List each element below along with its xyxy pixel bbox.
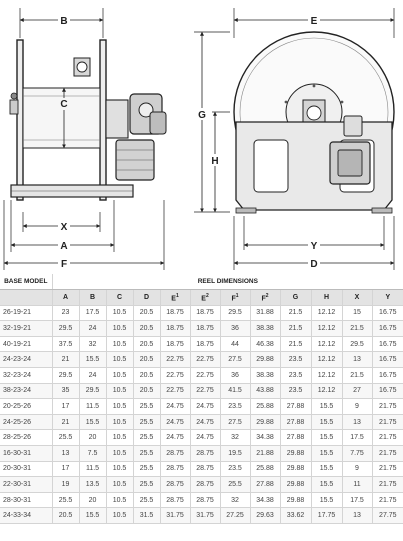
dim-label-c: C: [60, 99, 68, 110]
dimension-cell: 23.5: [280, 383, 311, 399]
dimension-cell: 10.5: [106, 461, 133, 477]
dimension-cell: 10.5: [106, 383, 133, 399]
dimension-cell: 16.75: [372, 383, 403, 399]
dimension-cell: 17.5: [342, 492, 372, 508]
dimension-cell: 10.5: [106, 399, 133, 415]
dimension-cell: 29.5: [79, 383, 106, 399]
dimension-cell: 21.5: [280, 321, 311, 337]
dimension-cell: 25.5: [52, 430, 79, 446]
model-cell: 20-30-31: [0, 461, 52, 477]
column-header-b: B: [79, 290, 106, 306]
table-row: [0, 430, 403, 446]
dimension-cell: 21.75: [372, 492, 403, 508]
dimension-cell: 29.5: [52, 368, 79, 384]
dimension-cell: 19.5: [220, 446, 250, 462]
dimension-cell: 15.5: [311, 414, 342, 430]
dimension-cell: 15.5: [311, 492, 342, 508]
dimension-cell: 12.12: [311, 305, 342, 321]
dimension-cell: 10.5: [106, 414, 133, 430]
dimension-cell: 28.75: [190, 477, 220, 493]
column-header-a: A: [52, 290, 79, 306]
dimension-cell: 15.5: [311, 399, 342, 415]
dim-label-d: D: [310, 259, 318, 270]
dimension-cell: 16.75: [372, 336, 403, 352]
dimension-cell: 21.5: [342, 368, 372, 384]
dimension-cell: 24: [79, 368, 106, 384]
dimension-cell: 25.5: [220, 477, 250, 493]
table-row: [0, 508, 403, 524]
dimension-cell: 10.5: [106, 352, 133, 368]
dimension-cell: 32: [79, 336, 106, 352]
dimension-cell: 20.5: [133, 368, 160, 384]
dimension-cell: 25.5: [133, 399, 160, 415]
dimension-cell: 25.5: [52, 492, 79, 508]
dimension-cell: 25.5: [133, 492, 160, 508]
dimension-cell: 22.75: [190, 383, 220, 399]
dim-label-g: G: [198, 110, 206, 121]
dimension-cell: 25.5: [133, 430, 160, 446]
dimension-cell: 25.88: [250, 461, 280, 477]
dimension-cell: 10.5: [106, 430, 133, 446]
dimension-cell: 11.5: [79, 399, 106, 415]
dimension-cell: 24.75: [190, 414, 220, 430]
column-header-x: X: [342, 290, 372, 306]
dimension-cell: 21: [52, 352, 79, 368]
dimension-cell: 38.38: [250, 368, 280, 384]
dimension-cell: 16.75: [372, 352, 403, 368]
dimension-cell: 31.75: [190, 508, 220, 524]
dimension-cell: 21.5: [280, 305, 311, 321]
dimension-cell: 27.5: [220, 414, 250, 430]
dimension-cell: 29.88: [250, 352, 280, 368]
dimension-cell: 32: [220, 492, 250, 508]
dimension-cell: 35: [52, 383, 79, 399]
dimension-cell: 27: [342, 383, 372, 399]
side-view: [4, 8, 166, 270]
dimension-cell: 15.5: [311, 477, 342, 493]
model-cell: 38-23-24: [0, 383, 52, 399]
dimension-cell: 21.75: [372, 446, 403, 462]
dimension-cell: 24.75: [160, 399, 190, 415]
dimension-cell: 34.38: [250, 492, 280, 508]
table-row: [0, 368, 403, 384]
table-row: [0, 461, 403, 477]
model-cell: 22-30-31: [0, 477, 52, 493]
dimension-cell: 13: [342, 508, 372, 524]
dimension-cell: 32: [220, 430, 250, 446]
column-header-e2: $E^2$: [190, 290, 220, 306]
dimension-cell: 11.5: [79, 461, 106, 477]
dimension-cell: 24: [79, 321, 106, 337]
dimension-cell: 21.5: [280, 336, 311, 352]
dimension-cell: 13.5: [79, 477, 106, 493]
dimension-cell: 20: [79, 430, 106, 446]
dimension-cell: 38.38: [250, 321, 280, 337]
dimension-cell: 28.75: [190, 492, 220, 508]
dimension-cell: 21.75: [372, 430, 403, 446]
dimension-cell: 24.75: [160, 414, 190, 430]
model-cell: 32-23-24: [0, 368, 52, 384]
dimension-cell: 17.5: [342, 430, 372, 446]
model-cell: 26-19-21: [0, 305, 52, 321]
column-header-y: Y: [372, 290, 403, 306]
dimension-cell: 29.88: [280, 492, 311, 508]
dimension-cell: 15.5: [311, 446, 342, 462]
table-row: [0, 383, 403, 399]
table-row: [0, 399, 403, 415]
table-row: [0, 352, 403, 368]
dimension-cell: 10.5: [106, 305, 133, 321]
dimension-cell: 12.12: [311, 336, 342, 352]
dimension-cell: 29.5: [220, 305, 250, 321]
model-cell: 28-30-31: [0, 492, 52, 508]
dimension-cell: 17.75: [311, 508, 342, 524]
dimension-cell: 16.75: [372, 305, 403, 321]
dimension-cell: 15.5: [79, 508, 106, 524]
dimension-cell: 13: [52, 446, 79, 462]
column-header-h: H: [311, 290, 342, 306]
dim-label-y: Y: [310, 241, 318, 252]
dimension-cell: 9: [342, 461, 372, 477]
dimension-cell: 10.5: [106, 321, 133, 337]
dimension-cell: 46.38: [250, 336, 280, 352]
dimension-cell: 15: [342, 305, 372, 321]
column-header-g: G: [280, 290, 311, 306]
dimension-cell: 28.75: [190, 446, 220, 462]
column-header-f1: $F^1$: [220, 290, 250, 306]
dimension-cell: 24.75: [190, 399, 220, 415]
dimension-cell: 15.5: [79, 352, 106, 368]
dimension-cell: 27.5: [220, 352, 250, 368]
dimension-cell: 21.88: [250, 446, 280, 462]
table-row: [0, 305, 403, 321]
dimension-cell: 11: [342, 477, 372, 493]
dimension-cell: 27.75: [372, 508, 403, 524]
dimension-cell: 29.88: [280, 446, 311, 462]
dim-label-f: F: [60, 259, 68, 270]
dimension-cell: 23.5: [220, 399, 250, 415]
dimension-cell: 17: [52, 461, 79, 477]
dimension-cell: 10.5: [106, 477, 133, 493]
header-model-spacer: [0, 290, 52, 306]
table-row: [0, 336, 403, 352]
dimension-cell: 21.5: [342, 321, 372, 337]
dimension-cell: 9: [342, 399, 372, 415]
table-group-header-row: [0, 274, 403, 290]
dimension-cell: 25.5: [133, 461, 160, 477]
dimension-cell: 12.12: [311, 368, 342, 384]
dimension-cell: 27.88: [280, 430, 311, 446]
dimension-cell: 7.5: [79, 446, 106, 462]
table-row: [0, 492, 403, 508]
dimension-cell: 37.5: [52, 336, 79, 352]
dimension-cell: 28.75: [160, 477, 190, 493]
dim-label-h: H: [211, 156, 219, 167]
dimension-cell: 29.5: [342, 336, 372, 352]
dimension-cell: 21.75: [372, 477, 403, 493]
dimension-cell: 12.12: [311, 352, 342, 368]
dimension-cell: 10.5: [106, 492, 133, 508]
dimension-cell: 15.5: [311, 461, 342, 477]
dim-label-b: B: [60, 16, 68, 27]
model-cell: 16-30-31: [0, 446, 52, 462]
dimension-cell: 21.75: [372, 461, 403, 477]
table-row: [0, 321, 403, 337]
model-cell: 24-33-34: [0, 508, 52, 524]
dimension-cell: 41.5: [220, 383, 250, 399]
dim-label-e: E: [310, 16, 318, 27]
dimension-cell: 27.88: [250, 477, 280, 493]
dimension-cell: 36: [220, 368, 250, 384]
dimension-cell: 29.63: [250, 508, 280, 524]
model-cell: 28-25-26: [0, 430, 52, 446]
dimension-cell: 25.5: [133, 477, 160, 493]
dimension-cell: 28.75: [160, 446, 190, 462]
dimension-cell: 24.75: [190, 430, 220, 446]
dimension-cell: 12.12: [311, 383, 342, 399]
dimension-cell: 29.88: [250, 414, 280, 430]
dimension-cell: 17.5: [79, 305, 106, 321]
table-row: [0, 477, 403, 493]
dimension-cell: 43.88: [250, 383, 280, 399]
dimension-cell: 18.75: [190, 336, 220, 352]
dimension-cell: 19: [52, 477, 79, 493]
column-header-c: C: [106, 290, 133, 306]
table-row: [0, 414, 403, 430]
dimension-cell: 20.5: [133, 336, 160, 352]
dimension-cell: 29.88: [280, 461, 311, 477]
dimension-cell: 36: [220, 321, 250, 337]
dimension-cell: 27.25: [220, 508, 250, 524]
dimension-cell: 18.75: [160, 321, 190, 337]
header-base-model: BASE MODEL: [0, 274, 52, 290]
dimension-cell: 15.5: [311, 430, 342, 446]
dimension-cell: 27.88: [280, 414, 311, 430]
dimension-cell: 33.62: [280, 508, 311, 524]
table-body: [0, 305, 403, 523]
dimension-cell: 7.75: [342, 446, 372, 462]
dimension-cell: 18.75: [190, 321, 220, 337]
table-row: [0, 446, 403, 462]
model-cell: 40-19-21: [0, 336, 52, 352]
dimension-cell: 20.5: [52, 508, 79, 524]
dimension-cell: 25.5: [133, 414, 160, 430]
dimension-cell: 16.75: [372, 321, 403, 337]
dimension-cell: 44: [220, 336, 250, 352]
dimension-cell: 28.75: [160, 492, 190, 508]
dimension-cell: 13: [342, 352, 372, 368]
dimension-cell: 17: [52, 399, 79, 415]
dimension-cell: 29.88: [280, 477, 311, 493]
reel-dimensions-table: [0, 274, 403, 524]
dimension-cell: 21.75: [372, 399, 403, 415]
dimension-cell: 12.12: [311, 321, 342, 337]
dimension-cell: 20.5: [133, 352, 160, 368]
dimension-cell: 18.75: [160, 305, 190, 321]
dimension-cell: 31.75: [160, 508, 190, 524]
dimension-cell: 31.5: [133, 508, 160, 524]
dimension-cell: 10.5: [106, 368, 133, 384]
dimension-cell: 23.5: [280, 352, 311, 368]
dimension-cell: 16.75: [372, 368, 403, 384]
dimension-cell: 23.5: [220, 461, 250, 477]
column-header-e1: $E^1$: [160, 290, 190, 306]
dimension-cell: 29.5: [52, 321, 79, 337]
dimension-cell: 23.5: [280, 368, 311, 384]
dimension-cell: 20.5: [133, 321, 160, 337]
dimension-cell: 22.75: [190, 368, 220, 384]
dimension-cell: 27.88: [280, 399, 311, 415]
dimension-cell: 22.75: [190, 352, 220, 368]
dimension-cell: 22.75: [160, 352, 190, 368]
dimension-cell: 10.5: [106, 336, 133, 352]
dimension-cell: 22.75: [160, 383, 190, 399]
dimension-cell: 31.88: [250, 305, 280, 321]
dimension-cell: 28.75: [160, 461, 190, 477]
dimension-cell: 20.5: [133, 383, 160, 399]
dimension-cell: 20: [79, 492, 106, 508]
dimension-cell: 25.88: [250, 399, 280, 415]
dimension-cell: 18.75: [160, 336, 190, 352]
header-reel-dimensions: REEL DIMENSIONS: [52, 274, 403, 290]
column-header-d: D: [133, 290, 160, 306]
model-cell: 24-23-24: [0, 352, 52, 368]
front-view: [194, 8, 394, 270]
dimension-cell: 25.5: [133, 446, 160, 462]
model-cell: 32-19-21: [0, 321, 52, 337]
dimension-cell: 28.75: [190, 461, 220, 477]
column-header-f2: $F^2$: [250, 290, 280, 306]
dimension-cell: 24.75: [160, 430, 190, 446]
dim-label-a: A: [60, 241, 68, 252]
model-cell: 20-25-26: [0, 399, 52, 415]
dimension-cell: 34.38: [250, 430, 280, 446]
dimension-cell: 15.5: [79, 414, 106, 430]
dimension-cell: 21: [52, 414, 79, 430]
dimension-cell: 22.75: [160, 368, 190, 384]
dimension-cell: 10.5: [106, 446, 133, 462]
dimension-cell: 20.5: [133, 305, 160, 321]
dimension-cell: 10.5: [106, 508, 133, 524]
dimension-cell: 13: [342, 414, 372, 430]
dimension-cell: 21.75: [372, 414, 403, 430]
dim-label-x: X: [60, 222, 68, 233]
dimension-cell: 18.75: [190, 305, 220, 321]
table-column-header-row: [0, 290, 403, 306]
model-cell: 24-25-26: [0, 414, 52, 430]
dimension-cell: 23: [52, 305, 79, 321]
